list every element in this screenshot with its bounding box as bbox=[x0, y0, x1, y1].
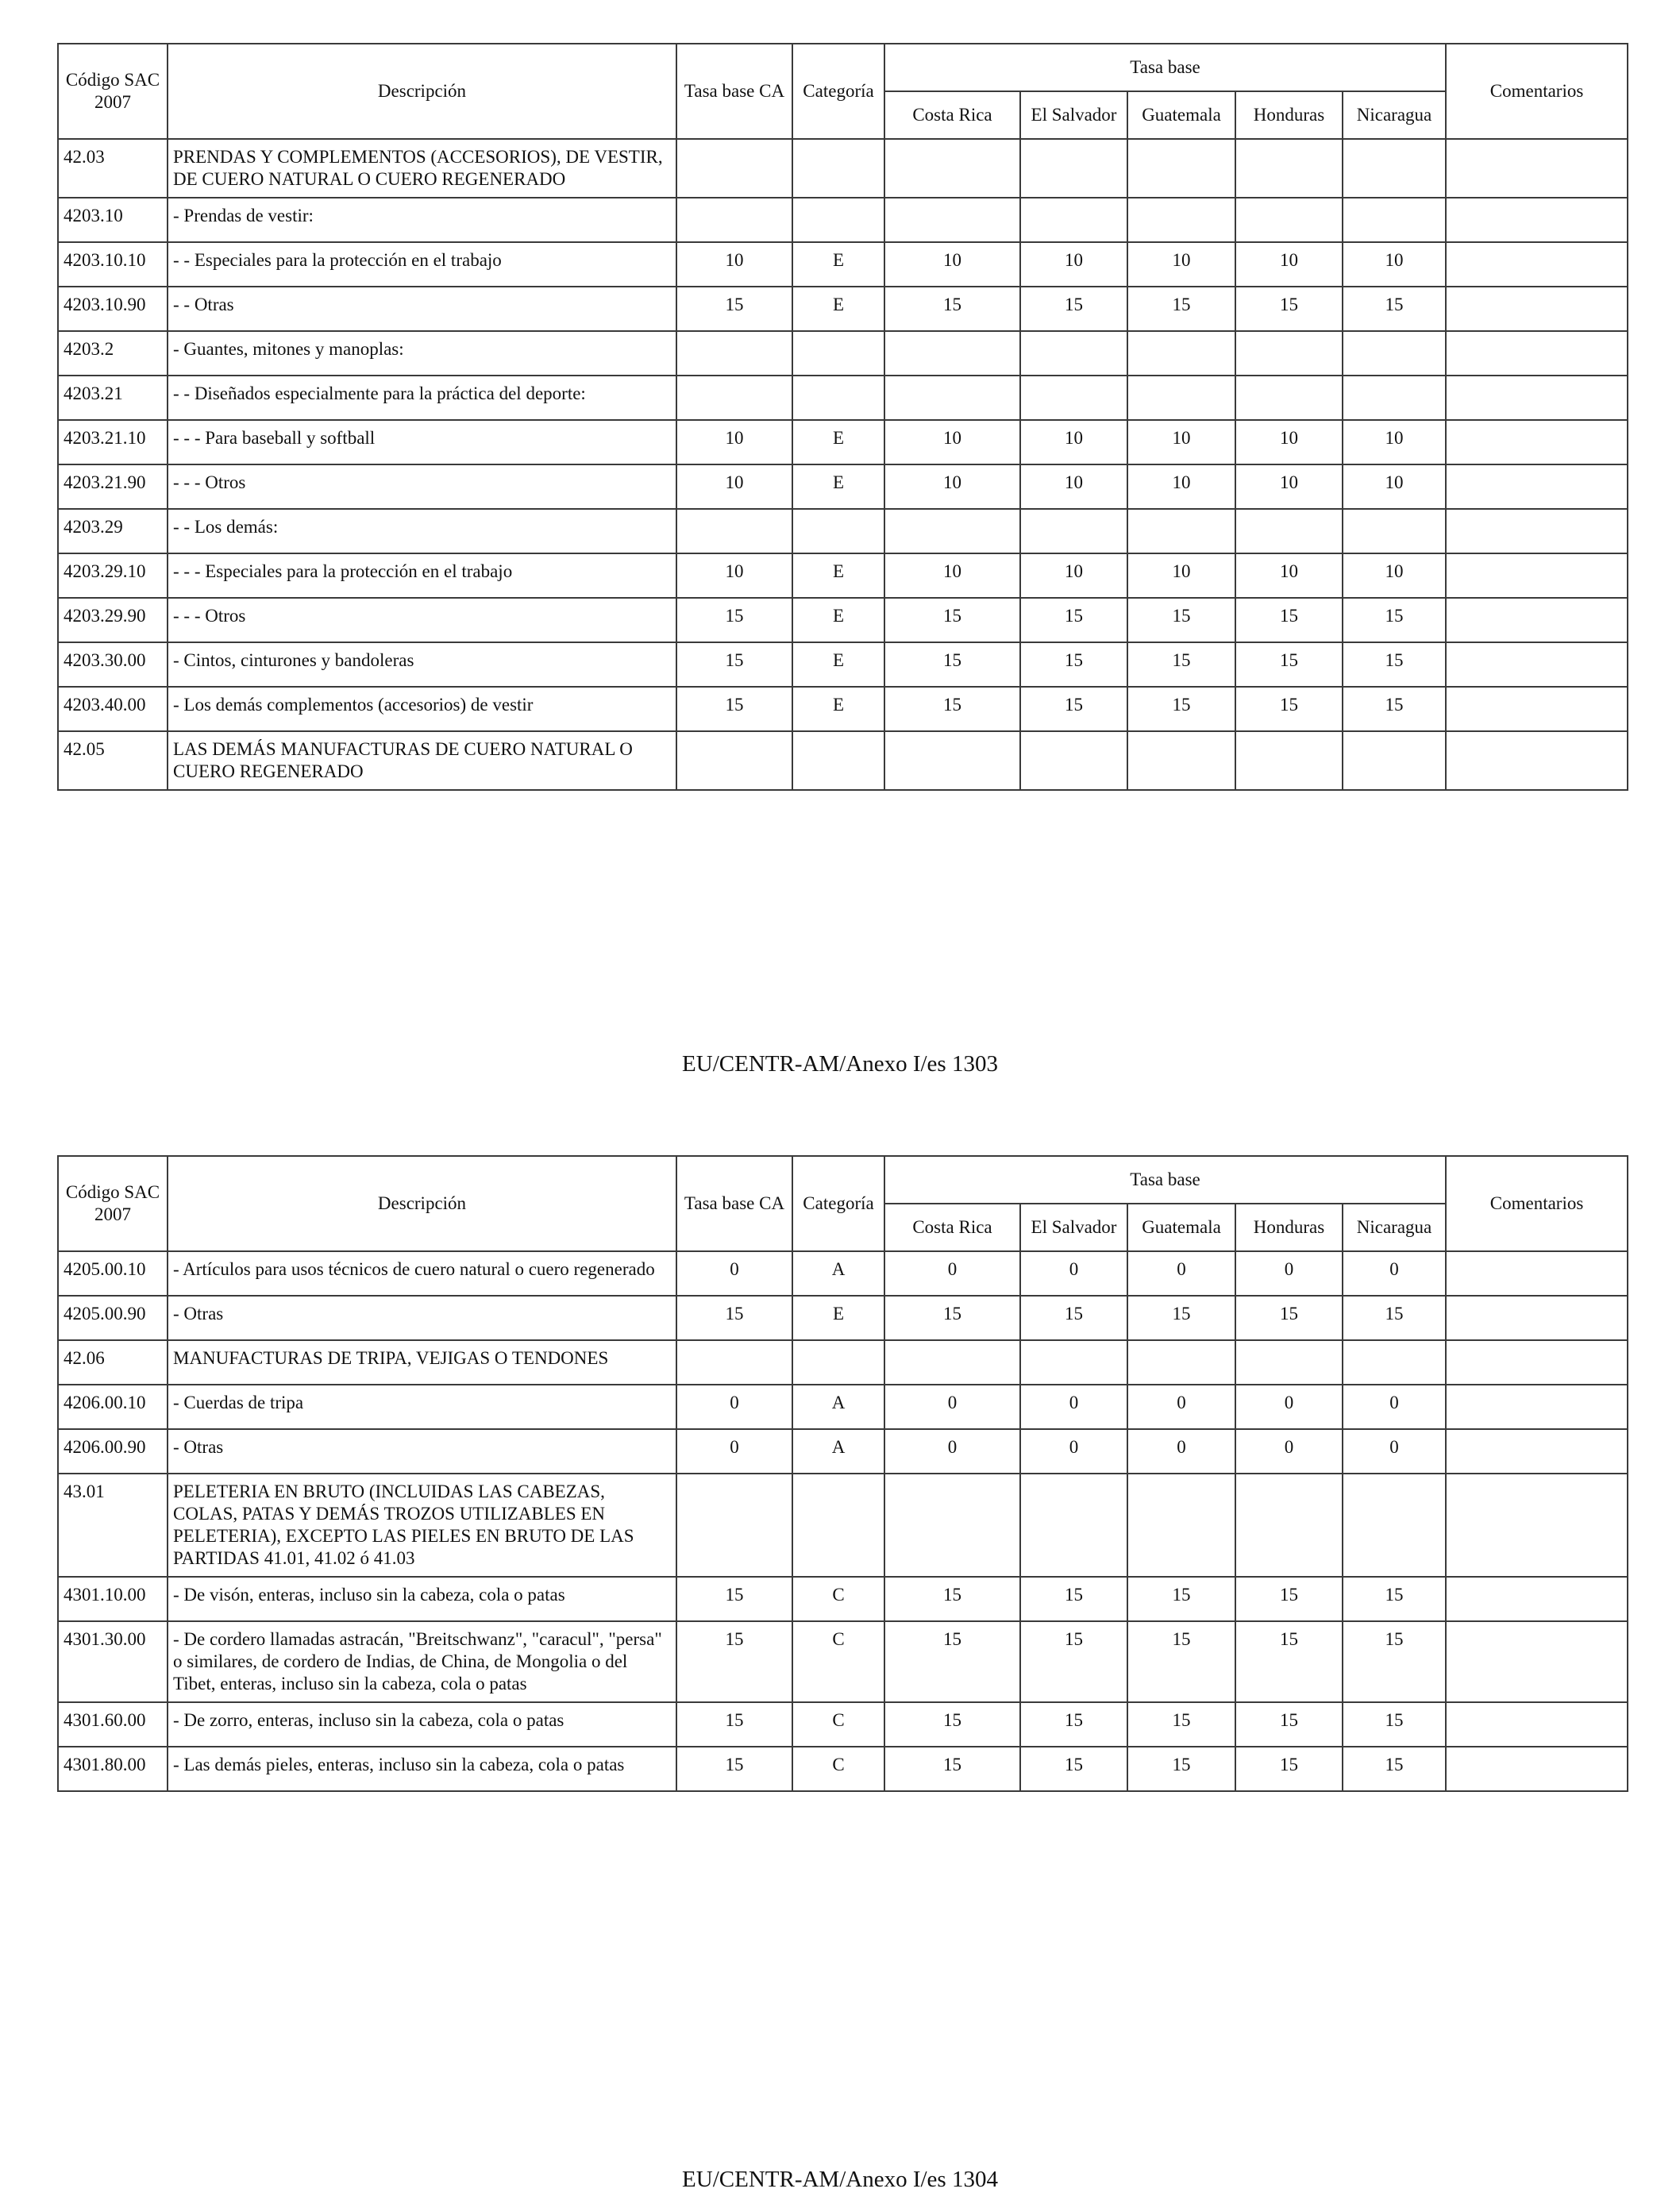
header-country-guatemala: Guatemala bbox=[1127, 1204, 1235, 1251]
cell-codigo: 42.05 bbox=[58, 731, 168, 790]
cell-codigo: 4205.00.10 bbox=[58, 1251, 168, 1296]
header-codigo: Código SAC 2007 bbox=[58, 44, 168, 139]
cell-costa-rica: 10 bbox=[884, 420, 1020, 464]
cell-codigo: 4203.29.10 bbox=[58, 553, 168, 598]
cell-nicaragua bbox=[1343, 198, 1446, 242]
cell-guatemala: 0 bbox=[1127, 1385, 1235, 1429]
header-descripcion: Descripción bbox=[168, 1156, 676, 1251]
cell-honduras bbox=[1235, 731, 1343, 790]
cell-nicaragua bbox=[1343, 139, 1446, 198]
cell-codigo: 4203.21.90 bbox=[58, 464, 168, 509]
cell-descripcion: - Cintos, cinturones y bandoleras bbox=[168, 642, 676, 687]
cell-honduras: 15 bbox=[1235, 1702, 1343, 1747]
cell-honduras: 10 bbox=[1235, 464, 1343, 509]
cell-guatemala bbox=[1127, 731, 1235, 790]
table-row bbox=[58, 376, 1628, 420]
cell-categoria bbox=[792, 731, 884, 790]
cell-descripcion: - Los demás complementos (accesorios) de vestir bbox=[168, 687, 676, 731]
cell-honduras: 15 bbox=[1235, 287, 1343, 331]
cell-codigo: 4205.00.90 bbox=[58, 1296, 168, 1340]
cell-costa-rica bbox=[884, 1474, 1020, 1577]
cell-costa-rica: 15 bbox=[884, 642, 1020, 687]
table-row bbox=[58, 287, 1628, 331]
cell-costa-rica bbox=[884, 509, 1020, 553]
cell-guatemala: 15 bbox=[1127, 687, 1235, 731]
cell-nicaragua: 10 bbox=[1343, 464, 1446, 509]
cell-honduras bbox=[1235, 1340, 1343, 1385]
cell-comentarios bbox=[1446, 242, 1628, 287]
cell-costa-rica: 15 bbox=[884, 1296, 1020, 1340]
cell-categoria: E bbox=[792, 598, 884, 642]
cell-nicaragua: 15 bbox=[1343, 1296, 1446, 1340]
cell-categoria: E bbox=[792, 1296, 884, 1340]
cell-tasa-base-ca: 15 bbox=[676, 1702, 792, 1747]
cell-costa-rica bbox=[884, 1340, 1020, 1385]
cell-guatemala: 10 bbox=[1127, 420, 1235, 464]
cell-codigo: 42.06 bbox=[58, 1340, 168, 1385]
cell-comentarios bbox=[1446, 1429, 1628, 1474]
cell-el-salvador: 15 bbox=[1020, 1296, 1127, 1340]
header-country-guatemala: Guatemala bbox=[1127, 91, 1235, 139]
cell-honduras: 0 bbox=[1235, 1385, 1343, 1429]
cell-comentarios bbox=[1446, 731, 1628, 790]
cell-costa-rica bbox=[884, 731, 1020, 790]
cell-el-salvador bbox=[1020, 198, 1127, 242]
cell-codigo: 4203.10.90 bbox=[58, 287, 168, 331]
cell-tasa-base-ca bbox=[676, 376, 792, 420]
cell-codigo: 4203.10 bbox=[58, 198, 168, 242]
cell-el-salvador: 15 bbox=[1020, 1621, 1127, 1702]
table-row bbox=[58, 1385, 1628, 1429]
cell-costa-rica: 10 bbox=[884, 553, 1020, 598]
cell-el-salvador bbox=[1020, 139, 1127, 198]
cell-el-salvador: 10 bbox=[1020, 242, 1127, 287]
cell-tasa-base-ca: 15 bbox=[676, 598, 792, 642]
cell-categoria: E bbox=[792, 464, 884, 509]
cell-comentarios bbox=[1446, 1577, 1628, 1621]
cell-codigo: 4301.30.00 bbox=[58, 1621, 168, 1702]
cell-guatemala: 15 bbox=[1127, 1621, 1235, 1702]
cell-guatemala: 0 bbox=[1127, 1429, 1235, 1474]
cell-descripcion: - Otras bbox=[168, 1296, 676, 1340]
cell-codigo: 4203.21.10 bbox=[58, 420, 168, 464]
cell-descripcion: - De cordero llamadas astracán, "Breitschwanz", "caracul", "persa" o similares, de cordero de Indias, de China, de Mongolia o del Tibet, enteras, incluso sin la cabeza, cola o patas bbox=[168, 1621, 676, 1702]
cell-honduras: 15 bbox=[1235, 1577, 1343, 1621]
header-comentarios: Comentarios bbox=[1446, 1156, 1628, 1251]
cell-el-salvador: 15 bbox=[1020, 1702, 1127, 1747]
cell-el-salvador: 10 bbox=[1020, 464, 1127, 509]
cell-comentarios bbox=[1446, 509, 1628, 553]
cell-honduras: 15 bbox=[1235, 1621, 1343, 1702]
header-categoria: Categoría bbox=[792, 44, 884, 139]
cell-tasa-base-ca: 15 bbox=[676, 287, 792, 331]
cell-tasa-base-ca: 15 bbox=[676, 1621, 792, 1702]
cell-nicaragua: 15 bbox=[1343, 1577, 1446, 1621]
table-row bbox=[58, 1340, 1628, 1385]
cell-codigo: 4203.40.00 bbox=[58, 687, 168, 731]
header-country-honduras: Honduras bbox=[1235, 1204, 1343, 1251]
cell-guatemala: 15 bbox=[1127, 1702, 1235, 1747]
cell-costa-rica: 15 bbox=[884, 1621, 1020, 1702]
page-footer: EU/CENTR-AM/Anexo I/es 1303 bbox=[682, 1051, 998, 1077]
table-row bbox=[58, 598, 1628, 642]
cell-costa-rica: 15 bbox=[884, 687, 1020, 731]
table-row bbox=[58, 1747, 1628, 1791]
cell-comentarios bbox=[1446, 376, 1628, 420]
cell-nicaragua: 15 bbox=[1343, 287, 1446, 331]
cell-comentarios bbox=[1446, 687, 1628, 731]
header-country-el-salvador: El Salvador bbox=[1020, 91, 1127, 139]
cell-costa-rica: 15 bbox=[884, 1702, 1020, 1747]
cell-comentarios bbox=[1446, 1251, 1628, 1296]
cell-tasa-base-ca: 15 bbox=[676, 642, 792, 687]
cell-comentarios bbox=[1446, 1747, 1628, 1791]
table-row bbox=[58, 731, 1628, 790]
cell-categoria bbox=[792, 331, 884, 376]
header-categoria: Categoría bbox=[792, 1156, 884, 1251]
cell-el-salvador bbox=[1020, 1340, 1127, 1385]
cell-comentarios bbox=[1446, 1340, 1628, 1385]
cell-categoria: E bbox=[792, 420, 884, 464]
cell-guatemala: 10 bbox=[1127, 464, 1235, 509]
cell-categoria bbox=[792, 1474, 884, 1577]
cell-tasa-base-ca: 15 bbox=[676, 1296, 792, 1340]
cell-categoria: E bbox=[792, 687, 884, 731]
cell-costa-rica: 15 bbox=[884, 1747, 1020, 1791]
cell-comentarios bbox=[1446, 1621, 1628, 1702]
cell-guatemala: 10 bbox=[1127, 553, 1235, 598]
cell-tasa-base-ca bbox=[676, 139, 792, 198]
cell-guatemala bbox=[1127, 1474, 1235, 1577]
cell-descripcion: - Prendas de vestir: bbox=[168, 198, 676, 242]
cell-codigo: 4301.80.00 bbox=[58, 1747, 168, 1791]
cell-tasa-base-ca: 15 bbox=[676, 687, 792, 731]
cell-categoria: E bbox=[792, 287, 884, 331]
cell-codigo: 4206.00.10 bbox=[58, 1385, 168, 1429]
table-row bbox=[58, 1702, 1628, 1747]
cell-codigo: 42.03 bbox=[58, 139, 168, 198]
cell-costa-rica: 0 bbox=[884, 1385, 1020, 1429]
cell-costa-rica: 10 bbox=[884, 242, 1020, 287]
cell-comentarios bbox=[1446, 139, 1628, 198]
cell-nicaragua: 0 bbox=[1343, 1429, 1446, 1474]
cell-codigo: 4301.10.00 bbox=[58, 1577, 168, 1621]
header-tasa-base: Tasa base bbox=[884, 1156, 1446, 1204]
cell-categoria: C bbox=[792, 1621, 884, 1702]
cell-costa-rica: 0 bbox=[884, 1429, 1020, 1474]
cell-tasa-base-ca: 10 bbox=[676, 464, 792, 509]
cell-comentarios bbox=[1446, 1474, 1628, 1577]
cell-nicaragua: 10 bbox=[1343, 242, 1446, 287]
cell-el-salvador: 15 bbox=[1020, 598, 1127, 642]
header-country-costa-rica: Costa Rica bbox=[884, 1204, 1020, 1251]
cell-guatemala: 0 bbox=[1127, 1251, 1235, 1296]
cell-el-salvador bbox=[1020, 509, 1127, 553]
cell-comentarios bbox=[1446, 1702, 1628, 1747]
cell-codigo: 4203.30.00 bbox=[58, 642, 168, 687]
cell-el-salvador: 10 bbox=[1020, 553, 1127, 598]
cell-costa-rica: 15 bbox=[884, 598, 1020, 642]
cell-guatemala bbox=[1127, 509, 1235, 553]
cell-honduras: 15 bbox=[1235, 642, 1343, 687]
cell-codigo: 43.01 bbox=[58, 1474, 168, 1577]
cell-nicaragua: 10 bbox=[1343, 553, 1446, 598]
cell-descripcion: - - - Especiales para la protección en el trabajo bbox=[168, 553, 676, 598]
cell-comentarios bbox=[1446, 1385, 1628, 1429]
header-tasa-base: Tasa base bbox=[884, 44, 1446, 91]
cell-honduras: 0 bbox=[1235, 1251, 1343, 1296]
header-country-nicaragua: Nicaragua bbox=[1343, 1204, 1446, 1251]
cell-guatemala bbox=[1127, 139, 1235, 198]
cell-el-salvador: 15 bbox=[1020, 287, 1127, 331]
cell-categoria: C bbox=[792, 1747, 884, 1791]
table-row bbox=[58, 642, 1628, 687]
cell-codigo: 4203.10.10 bbox=[58, 242, 168, 287]
page-footer: EU/CENTR-AM/Anexo I/es 1304 bbox=[682, 2167, 998, 2192]
cell-codigo: 4203.2 bbox=[58, 331, 168, 376]
cell-nicaragua bbox=[1343, 731, 1446, 790]
cell-nicaragua bbox=[1343, 1474, 1446, 1577]
cell-descripcion: - - - Para baseball y softball bbox=[168, 420, 676, 464]
cell-guatemala: 10 bbox=[1127, 242, 1235, 287]
cell-nicaragua: 15 bbox=[1343, 1621, 1446, 1702]
header-tasa-base-ca: Tasa base CA bbox=[676, 44, 792, 139]
cell-honduras bbox=[1235, 509, 1343, 553]
cell-guatemala: 15 bbox=[1127, 598, 1235, 642]
cell-comentarios bbox=[1446, 553, 1628, 598]
cell-honduras: 10 bbox=[1235, 420, 1343, 464]
cell-costa-rica: 15 bbox=[884, 1577, 1020, 1621]
cell-codigo: 4301.60.00 bbox=[58, 1702, 168, 1747]
cell-el-salvador: 15 bbox=[1020, 1577, 1127, 1621]
header-country-honduras: Honduras bbox=[1235, 91, 1343, 139]
cell-comentarios bbox=[1446, 1296, 1628, 1340]
cell-descripcion: - Guantes, mitones y manoplas: bbox=[168, 331, 676, 376]
cell-el-salvador: 15 bbox=[1020, 1747, 1127, 1791]
table-row bbox=[58, 1577, 1628, 1621]
cell-tasa-base-ca: 15 bbox=[676, 1577, 792, 1621]
cell-el-salvador: 15 bbox=[1020, 642, 1127, 687]
header-descripcion: Descripción bbox=[168, 44, 676, 139]
cell-el-salvador: 0 bbox=[1020, 1429, 1127, 1474]
cell-comentarios bbox=[1446, 598, 1628, 642]
cell-honduras: 15 bbox=[1235, 1296, 1343, 1340]
cell-nicaragua bbox=[1343, 1340, 1446, 1385]
cell-tasa-base-ca bbox=[676, 1340, 792, 1385]
cell-categoria: C bbox=[792, 1702, 884, 1747]
cell-categoria bbox=[792, 376, 884, 420]
cell-nicaragua bbox=[1343, 376, 1446, 420]
table-row bbox=[58, 1474, 1628, 1577]
cell-descripcion: - - Diseñados especialmente para la práctica del deporte: bbox=[168, 376, 676, 420]
cell-honduras bbox=[1235, 376, 1343, 420]
cell-descripcion: - Otras bbox=[168, 1429, 676, 1474]
cell-nicaragua: 15 bbox=[1343, 598, 1446, 642]
table-row bbox=[58, 687, 1628, 731]
cell-honduras: 15 bbox=[1235, 598, 1343, 642]
cell-tasa-base-ca bbox=[676, 331, 792, 376]
cell-tasa-base-ca: 10 bbox=[676, 553, 792, 598]
cell-categoria: E bbox=[792, 642, 884, 687]
cell-descripcion: - Las demás pieles, enteras, incluso sin la cabeza, cola o patas bbox=[168, 1747, 676, 1791]
cell-guatemala: 15 bbox=[1127, 1747, 1235, 1791]
cell-costa-rica bbox=[884, 198, 1020, 242]
cell-honduras bbox=[1235, 198, 1343, 242]
cell-guatemala: 15 bbox=[1127, 1296, 1235, 1340]
table-row bbox=[58, 420, 1628, 464]
cell-categoria bbox=[792, 509, 884, 553]
cell-guatemala bbox=[1127, 376, 1235, 420]
cell-honduras: 0 bbox=[1235, 1429, 1343, 1474]
header-tasa-base-ca: Tasa base CA bbox=[676, 1156, 792, 1251]
table-row bbox=[58, 509, 1628, 553]
table-row bbox=[58, 139, 1628, 198]
cell-honduras bbox=[1235, 1474, 1343, 1577]
cell-guatemala: 15 bbox=[1127, 642, 1235, 687]
header-country-costa-rica: Costa Rica bbox=[884, 91, 1020, 139]
cell-comentarios bbox=[1446, 420, 1628, 464]
cell-categoria: E bbox=[792, 242, 884, 287]
cell-comentarios bbox=[1446, 287, 1628, 331]
cell-descripcion: - - Otras bbox=[168, 287, 676, 331]
cell-honduras bbox=[1235, 331, 1343, 376]
cell-costa-rica bbox=[884, 331, 1020, 376]
cell-honduras bbox=[1235, 139, 1343, 198]
table-row bbox=[58, 553, 1628, 598]
tariff-table-page-1304 bbox=[57, 1155, 1628, 1792]
tariff-table-page-1303 bbox=[57, 43, 1628, 791]
cell-codigo: 4206.00.90 bbox=[58, 1429, 168, 1474]
table-body bbox=[58, 1251, 1628, 1791]
table-row bbox=[58, 198, 1628, 242]
cell-nicaragua: 15 bbox=[1343, 1702, 1446, 1747]
cell-nicaragua: 10 bbox=[1343, 420, 1446, 464]
cell-categoria bbox=[792, 198, 884, 242]
cell-categoria bbox=[792, 1340, 884, 1385]
cell-el-salvador: 10 bbox=[1020, 420, 1127, 464]
cell-nicaragua: 0 bbox=[1343, 1385, 1446, 1429]
cell-tasa-base-ca bbox=[676, 1474, 792, 1577]
cell-comentarios bbox=[1446, 464, 1628, 509]
cell-el-salvador bbox=[1020, 731, 1127, 790]
cell-nicaragua: 0 bbox=[1343, 1251, 1446, 1296]
cell-tasa-base-ca: 10 bbox=[676, 420, 792, 464]
cell-guatemala: 15 bbox=[1127, 1577, 1235, 1621]
cell-descripcion: - - - Otros bbox=[168, 598, 676, 642]
cell-descripcion: PRENDAS Y COMPLEMENTOS (ACCESORIOS), DE VESTIR, DE CUERO NATURAL O CUERO REGENERADO bbox=[168, 139, 676, 198]
cell-descripcion: - - Los demás: bbox=[168, 509, 676, 553]
cell-el-salvador: 0 bbox=[1020, 1385, 1127, 1429]
cell-costa-rica: 10 bbox=[884, 464, 1020, 509]
cell-guatemala bbox=[1127, 198, 1235, 242]
header-country-el-salvador: El Salvador bbox=[1020, 1204, 1127, 1251]
table-row bbox=[58, 1251, 1628, 1296]
cell-categoria: A bbox=[792, 1429, 884, 1474]
cell-el-salvador: 15 bbox=[1020, 687, 1127, 731]
cell-descripcion: LAS DEMÁS MANUFACTURAS DE CUERO NATURAL O CUERO REGENERADO bbox=[168, 731, 676, 790]
cell-descripcion: - - - Otros bbox=[168, 464, 676, 509]
cell-nicaragua: 15 bbox=[1343, 1747, 1446, 1791]
cell-descripcion: - Artículos para usos técnicos de cuero natural o cuero regenerado bbox=[168, 1251, 676, 1296]
table-row bbox=[58, 1621, 1628, 1702]
cell-categoria: E bbox=[792, 553, 884, 598]
cell-codigo: 4203.29.90 bbox=[58, 598, 168, 642]
cell-nicaragua: 15 bbox=[1343, 687, 1446, 731]
cell-tasa-base-ca: 10 bbox=[676, 242, 792, 287]
table-row bbox=[58, 331, 1628, 376]
cell-nicaragua bbox=[1343, 331, 1446, 376]
table-body bbox=[58, 139, 1628, 790]
cell-descripcion: MANUFACTURAS DE TRIPA, VEJIGAS O TENDONES bbox=[168, 1340, 676, 1385]
cell-tasa-base-ca bbox=[676, 731, 792, 790]
cell-tasa-base-ca: 0 bbox=[676, 1251, 792, 1296]
cell-descripcion: PELETERIA EN BRUTO (INCLUIDAS LAS CABEZAS, COLAS, PATAS Y DEMÁS TROZOS UTILIZABLES EN PELETERIA), EXCEPTO LAS PIELES EN BRUTO DE LAS PARTIDAS 41.01, 41.02 ó 41.03 bbox=[168, 1474, 676, 1577]
cell-tasa-base-ca bbox=[676, 198, 792, 242]
cell-tasa-base-ca: 0 bbox=[676, 1429, 792, 1474]
cell-costa-rica: 0 bbox=[884, 1251, 1020, 1296]
cell-descripcion: - Cuerdas de tripa bbox=[168, 1385, 676, 1429]
cell-honduras: 10 bbox=[1235, 242, 1343, 287]
cell-codigo: 4203.29 bbox=[58, 509, 168, 553]
cell-el-salvador bbox=[1020, 376, 1127, 420]
cell-descripcion: - De visón, enteras, incluso sin la cabeza, cola o patas bbox=[168, 1577, 676, 1621]
cell-honduras: 15 bbox=[1235, 1747, 1343, 1791]
cell-nicaragua: 15 bbox=[1343, 642, 1446, 687]
cell-honduras: 10 bbox=[1235, 553, 1343, 598]
header-codigo: Código SAC 2007 bbox=[58, 1156, 168, 1251]
cell-categoria: C bbox=[792, 1577, 884, 1621]
cell-guatemala: 15 bbox=[1127, 287, 1235, 331]
table-row bbox=[58, 1296, 1628, 1340]
cell-codigo: 4203.21 bbox=[58, 376, 168, 420]
table-row bbox=[58, 1429, 1628, 1474]
header-comentarios: Comentarios bbox=[1446, 44, 1628, 139]
table-row bbox=[58, 464, 1628, 509]
cell-nicaragua bbox=[1343, 509, 1446, 553]
cell-categoria: A bbox=[792, 1251, 884, 1296]
cell-el-salvador: 0 bbox=[1020, 1251, 1127, 1296]
cell-honduras: 15 bbox=[1235, 687, 1343, 731]
cell-comentarios bbox=[1446, 331, 1628, 376]
cell-el-salvador bbox=[1020, 1474, 1127, 1577]
cell-descripcion: - - Especiales para la protección en el trabajo bbox=[168, 242, 676, 287]
cell-guatemala bbox=[1127, 1340, 1235, 1385]
header-country-nicaragua: Nicaragua bbox=[1343, 91, 1446, 139]
cell-tasa-base-ca bbox=[676, 509, 792, 553]
cell-comentarios bbox=[1446, 198, 1628, 242]
cell-descripcion: - De zorro, enteras, incluso sin la cabeza, cola o patas bbox=[168, 1702, 676, 1747]
table-row bbox=[58, 242, 1628, 287]
cell-costa-rica: 15 bbox=[884, 287, 1020, 331]
cell-guatemala bbox=[1127, 331, 1235, 376]
cell-costa-rica bbox=[884, 139, 1020, 198]
cell-tasa-base-ca: 0 bbox=[676, 1385, 792, 1429]
cell-el-salvador bbox=[1020, 331, 1127, 376]
cell-categoria: A bbox=[792, 1385, 884, 1429]
cell-categoria bbox=[792, 139, 884, 198]
cell-comentarios bbox=[1446, 642, 1628, 687]
cell-costa-rica bbox=[884, 376, 1020, 420]
cell-tasa-base-ca: 15 bbox=[676, 1747, 792, 1791]
